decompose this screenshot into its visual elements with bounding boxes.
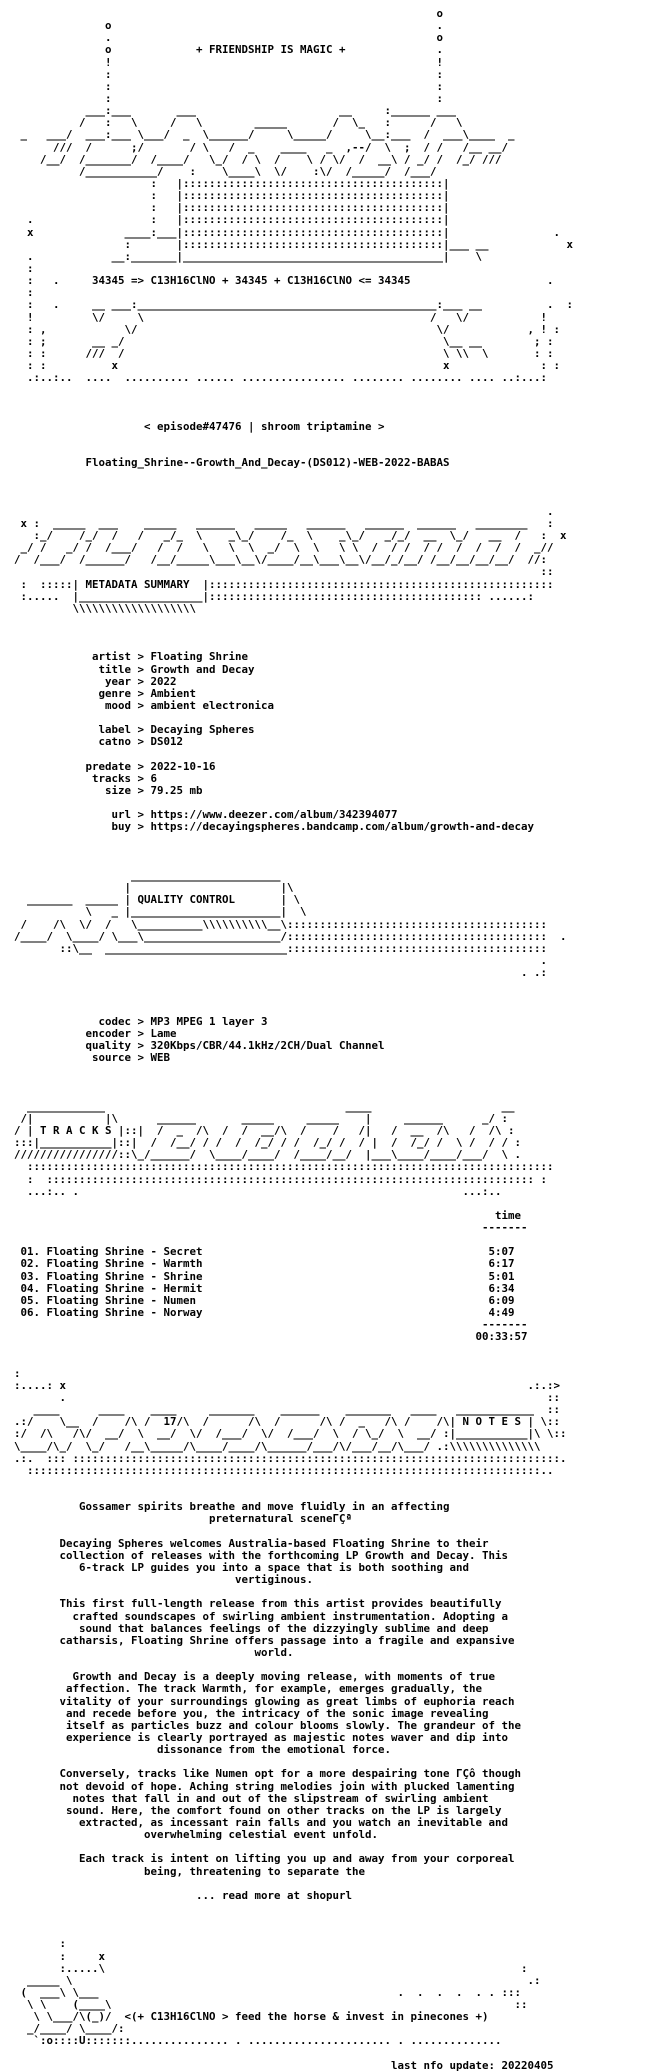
nfo-line: quality > 320Kbps/CBR/44.1kHz/2CH/Dual Channel — [14, 1038, 385, 1052]
nfo-line: : , \/ \/ , ! : — [14, 322, 561, 336]
nfo-line: predate > 2022-10-16 — [14, 759, 216, 773]
nfo-line: last nfo update: 20220405 — [14, 2058, 554, 2072]
nfo-line: : :::::| METADATA SUMMARY |::::::::::::::::::::::::::::::::::::::::::::::::::::: — [14, 577, 554, 591]
nfo-line: : : x x : : — [14, 359, 561, 373]
nfo-line — [14, 834, 573, 846]
nfo-line: overwhelming celestial event unfold. — [14, 1828, 379, 1842]
nfo-line: : — [14, 1937, 67, 1951]
nfo-line: : — [14, 1366, 21, 1380]
nfo-line: x : _____ ___ _____ ______ _____ ______ ______ ______ ________ : — [14, 516, 554, 530]
nfo-line: 00:33:57 — [14, 1330, 528, 1344]
nfo-line: preternatural sceneΓÇª — [14, 1512, 353, 1526]
nfo-line — [14, 494, 573, 506]
nfo-line: ____ ____ ____ _______ ______ _______ ____ ____________ :: — [14, 1403, 561, 1417]
nfo-line: . __:_______|________________________________________| \ — [14, 249, 483, 263]
nfo-line: . : |::::::::::::::::::::::::::::::::::::::::| — [14, 213, 450, 227]
nfo-document — [14, 8, 573, 2072]
nfo-line — [14, 1477, 573, 1489]
nfo-line: `:o::::U:::::::............... . ...................... . .............. — [14, 2034, 502, 2048]
nfo-line: Gossamer spirits breathe and move fluidly in an affecting — [14, 1500, 450, 1514]
nfo-line — [14, 1878, 573, 1890]
nfo-line — [14, 1089, 573, 1101]
nfo-line: affection. The track Warmth, for example, emerges gradually, the — [14, 1682, 483, 1696]
nfo-line: 04. Floating Shrine - Hermit 6:34 — [14, 1281, 515, 1295]
nfo-line: : |::::::::::::::::::::::::::::::::::::::::| — [14, 189, 450, 203]
nfo-line: Conversely, tracks like Numen opt for a more despairing tone ΓÇô though — [14, 1767, 522, 1781]
nfo-line — [14, 469, 573, 481]
nfo-line: time — [14, 1208, 522, 1222]
nfo-line — [14, 1076, 573, 1088]
nfo-line: itself as particles buzz and colour blooms slowly. The grandeur of the — [14, 1718, 522, 1732]
nfo-line: / : \ / \ _____ / \_ : / \ — [14, 116, 463, 130]
nfo-line: : . __ ___:______________________________________________:___ __ . : — [14, 298, 574, 312]
nfo-line: Floating_Shrine--Growth_And_Decay-(DS012)-WEB-2022-BABAS — [14, 456, 450, 470]
nfo-line: .:. ::: :::::::::::::::::::::::::::::::::::::::::::::::::::::::::::::::::::::::::::. — [14, 1451, 567, 1465]
nfo-line: : : — [14, 79, 444, 93]
nfo-line: not devoid of hope. Aching string melodies join with plucked lamenting — [14, 1779, 515, 1793]
nfo-line — [14, 1343, 573, 1355]
nfo-line: _/____/ \____/: — [14, 2022, 125, 2036]
nfo-line: extracted, as incessant rain falls and you watch an inevitable and — [14, 1815, 509, 1829]
nfo-line: : . 34345 => C13H16ClNO + 34345 + C13H16ClNO <= 34345 . — [14, 274, 554, 288]
nfo-line: : |::::::::::::::::::::::::::::::::::::::::|___ __ x — [14, 237, 574, 251]
nfo-line: _______ _____ | QUALITY CONTROL | \ — [14, 893, 301, 907]
nfo-line: 01. Floating Shrine - Secret 5:07 — [14, 1245, 515, 1259]
nfo-line: Growth and Decay is a deeply moving release, with moments of true — [14, 1670, 496, 1684]
nfo-line: / | T R A C K S |::| / _ /\ / / __/\ / / /| / __ /\ / /\ : — [14, 1123, 515, 1137]
nfo-line: ////////////////::\_/______/ \____/____/ /____/__/ |___\____/____/___/ \ . — [14, 1148, 522, 1162]
nfo-line: Each track is intent on lifting you up and away from your corporeal — [14, 1852, 515, 1866]
nfo-line: x ____:___|::::::::::::::::::::::::::::::::::::::::| . — [14, 225, 561, 239]
nfo-line: vertiginous. — [14, 1573, 314, 1587]
nfo-line: | |\ — [14, 881, 294, 895]
nfo-line: \____/\_/ \_/ /__\_____/\____/____/\______/___/\/___/__/\___/ .:\\\\\\\\\\\\\\ — [14, 1439, 541, 1453]
nfo-line: This first full-length release from this artist provides beautifully — [14, 1597, 502, 1611]
nfo-line: ------- — [14, 1318, 528, 1332]
nfo-line: ! \/ \ / \/ ! — [14, 310, 548, 324]
nfo-line: sound that balances feelings of the dizzyingly sublime and deep — [14, 1621, 489, 1635]
nfo-line: ___:___ ___ __ :______ ___ — [14, 104, 457, 118]
nfo-line — [14, 1356, 573, 1368]
nfo-line: codec > MP3 MPEG 1 layer 3 — [14, 1014, 268, 1028]
nfo-line: dissonance from the emotional force. — [14, 1743, 392, 1757]
nfo-line: :_/ /_/ / / _/_ \ _\_/ /_ \ _\_/ _/_/ __ \_/ __ / : x — [14, 529, 567, 543]
nfo-line: .:..:.. .... .......... ...... ................ ........ ........ .... ..:...: — [14, 371, 548, 385]
nfo-line — [14, 846, 573, 858]
nfo-line: :::|___________|::| / /__/ / / / /_/ / / /_/ / / | / /_/ / \ / / / : — [14, 1136, 522, 1150]
nfo-line: collection of releases with the forthcoming LP Growth and Decay. This — [14, 1548, 509, 1562]
nfo-line: o + FRIENDSHIP IS MAGIC + . — [14, 43, 444, 57]
nfo-line: 06. Floating Shrine - Norway 4:49 — [14, 1306, 515, 1320]
nfo-line — [14, 2048, 573, 2060]
nfo-line: source > WEB — [14, 1051, 171, 1065]
nfo-line: 6-track LP guides you into a space that is both soothing and — [14, 1561, 470, 1574]
nfo-line — [14, 991, 573, 1003]
nfo-line — [14, 1064, 573, 1076]
nfo-line: _______________________ — [14, 868, 281, 882]
nfo-line: label > Decaying Spheres — [14, 723, 255, 737]
nfo-line: and recede before you, the intricacy of the sonic image revealing — [14, 1706, 489, 1720]
nfo-line: : : — [14, 91, 444, 105]
nfo-line: .:/ \__ / /\ / 17/\ / /\ / /\ / _ /\ / /\| N O T E S | \:: — [14, 1415, 561, 1429]
nfo-line — [14, 397, 573, 409]
nfo-line: tracks > 6 — [14, 771, 158, 785]
nfo-line: : — [14, 261, 34, 275]
nfo-line — [14, 433, 573, 445]
nfo-line: ( ___\ \___ . . . . . . ::: — [14, 1985, 522, 1999]
nfo-line: Decaying Spheres welcomes Australia-based Floating Shrine to their — [14, 1536, 489, 1550]
nfo-line: world. — [14, 1645, 294, 1659]
nfo-line: :..... |___________________|:::::::::::::::::::::::::::::::::::::::::: ......: — [14, 589, 535, 603]
nfo-line: \ _ |_______________________| \ — [14, 905, 307, 919]
nfo-line: _/ / _/ / /___/ / / \ \ \ _/ \ \ \ \ / / / / / / / / / _// — [14, 541, 554, 555]
nfo-line: catno > DS012 — [14, 735, 184, 749]
nfo-line: ... read more at shopurl — [14, 1888, 353, 1902]
nfo-line — [14, 1902, 573, 1914]
nfo-line: : — [14, 286, 34, 300]
nfo-line: _ ___/ ___:___ \___/ _ \______/ \_____/ \__:___ / ___\____ _ — [14, 128, 515, 142]
nfo-line: experience is clearly portrayed as majestic notes waver and dip into — [14, 1730, 509, 1744]
nfo-line — [14, 1926, 573, 1938]
nfo-line: ____________ ____ __ — [14, 1099, 515, 1113]
nfo-line: . — [14, 953, 548, 967]
nfo-line: :....: x .:.:> — [14, 1378, 561, 1392]
nfo-line: : x — [14, 1949, 106, 1963]
nfo-line: 03. Floating Shrine - Shrine 5:01 — [14, 1269, 515, 1283]
nfo-line: ::\__ ____________________________:::::::::::::::::::::::::::::::::::::::: — [14, 941, 548, 955]
nfo-line — [14, 749, 573, 761]
nfo-line: artist > Floating Shrine — [14, 650, 249, 664]
nfo-line: :/ /\ /\/ __/ \ __/ \/ /___/ \/ /___/ \ / \_/ \ __/ :|___________|\ \:: — [14, 1427, 567, 1441]
nfo-line: year > 2022 — [14, 674, 177, 688]
nfo-line: ! ! — [14, 55, 444, 69]
nfo-line: \\\\\\\\\\\\\\\\\\\ — [14, 601, 197, 615]
nfo-line: : ; __ _/ \__ __ ; : — [14, 334, 554, 348]
nfo-line: ------- — [14, 1221, 528, 1235]
nfo-line: : |::::::::::::::::::::::::::::::::::::::::| — [14, 176, 450, 190]
nfo-line: crafted soundscapes of swirling ambient instrumentation. Adopting a — [14, 1609, 509, 1623]
nfo-line: . :: — [14, 1391, 561, 1405]
nfo-line: sound. Here, the comfort found on other tracks on the LP is largely — [14, 1803, 502, 1817]
nfo-line — [14, 1914, 573, 1926]
nfo-line — [14, 627, 573, 639]
nfo-line: : |::::::::::::::::::::::::::::::::::::::::| — [14, 201, 450, 215]
nfo-line: o — [14, 7, 444, 20]
nfo-line — [14, 384, 573, 396]
nfo-line: ...:.. . ...:.. — [14, 1184, 502, 1198]
nfo-line: encoder > Lame — [14, 1026, 177, 1040]
nfo-line: buy > https://decayingspheres.bandcamp.com/album/growth-and-decay — [14, 820, 535, 834]
nfo-line: notes that fall in and out of the slipstream of swirling ambient — [14, 1791, 489, 1805]
nfo-line: : : — [14, 67, 444, 81]
nfo-line: title > Growth and Decay — [14, 662, 255, 676]
nfo-line — [14, 1004, 573, 1016]
nfo-line: catharsis, Floating Shrine offers passage into a fragile and expansive — [14, 1633, 515, 1647]
nfo-line: . — [14, 504, 554, 518]
nfo-line: : ::::::::::::::::::::::::::::::::::::::::::::::::::::::::::::::::::::::::::: : — [14, 1172, 548, 1186]
nfo-line — [14, 615, 573, 627]
nfo-line: _____ \ .: — [14, 1973, 541, 1987]
nfo-line: . .: — [14, 966, 548, 980]
nfo-line — [14, 1526, 573, 1538]
nfo-line: vitality of your surroundings glowing as great limbs of euphoria reach — [14, 1694, 515, 1708]
nfo-line: 05. Floating Shrine - Numen 6:09 — [14, 1293, 515, 1307]
nfo-line: mood > ambient electronica — [14, 699, 275, 713]
nfo-line: 02. Floating Shrine - Warmth 6:17 — [14, 1257, 515, 1271]
nfo-line: url > https://www.deezer.com/album/342394077 — [14, 808, 398, 822]
nfo-line — [14, 979, 573, 991]
nfo-line: being, threatening to separate the — [14, 1864, 366, 1878]
nfo-line: size > 79.25 mb — [14, 784, 203, 797]
nfo-line: / /\ \/ / \__________\\\\\\\\\\__\:::::::::::::::::::::::::::::::::::::::: — [14, 917, 548, 931]
nfo-line: /____/ \____/ \___\_____________________/:::::::::::::::::::::::::::::::::::::::: . — [14, 929, 567, 943]
nfo-line — [14, 409, 573, 421]
nfo-line: < episode#47476 | shroom triptamine > — [14, 419, 385, 433]
nfo-line: o . — [14, 19, 444, 33]
nfo-line: / /___/ /______/ /__/_____\___\__\/____/__\___\__\/__/_/__/ /__/__/__/__/ //: — [14, 553, 548, 567]
nfo-line: /__/ /_______/ /____/ \_/ / \ / \ / \/ / __\ / _/ / /_/ /// — [14, 152, 502, 166]
nfo-line: /| |\ ______ _____ _____ | ______ _/ : — [14, 1111, 509, 1125]
nfo-line: /// / ;/ / \ / _ ____ _ ,--/ \ ; / / /__ __/ — [14, 140, 509, 154]
nfo-line: . o — [14, 31, 444, 45]
nfo-line: : : /// / \ \\ \ : : — [14, 346, 554, 360]
nfo-line: genre > Ambient — [14, 686, 197, 700]
nfo-line: :::::::::::::::::::::::::::::::::::::::::::::::::::::::::::::::::::::::::::::::.. — [14, 1463, 554, 1477]
nfo-line: ::::::::::::::::::::::::::::::::::::::::::::::::::::::::::::::::::::::::::::::::: — [14, 1160, 554, 1174]
nfo-line: :: — [14, 565, 554, 579]
nfo-line: \ \___/\(_)/ <(+ C13H16ClNO > feed the horse & invest in pinecones +) — [14, 2010, 489, 2024]
nfo-line: :.....\ : — [14, 1961, 528, 1975]
nfo-line: \ \ (____\ :: — [14, 1998, 528, 2012]
nfo-line: /___________/ : \____\ \/ :\/ /_____/ /___/ — [14, 164, 437, 178]
nfo-line — [14, 481, 573, 493]
